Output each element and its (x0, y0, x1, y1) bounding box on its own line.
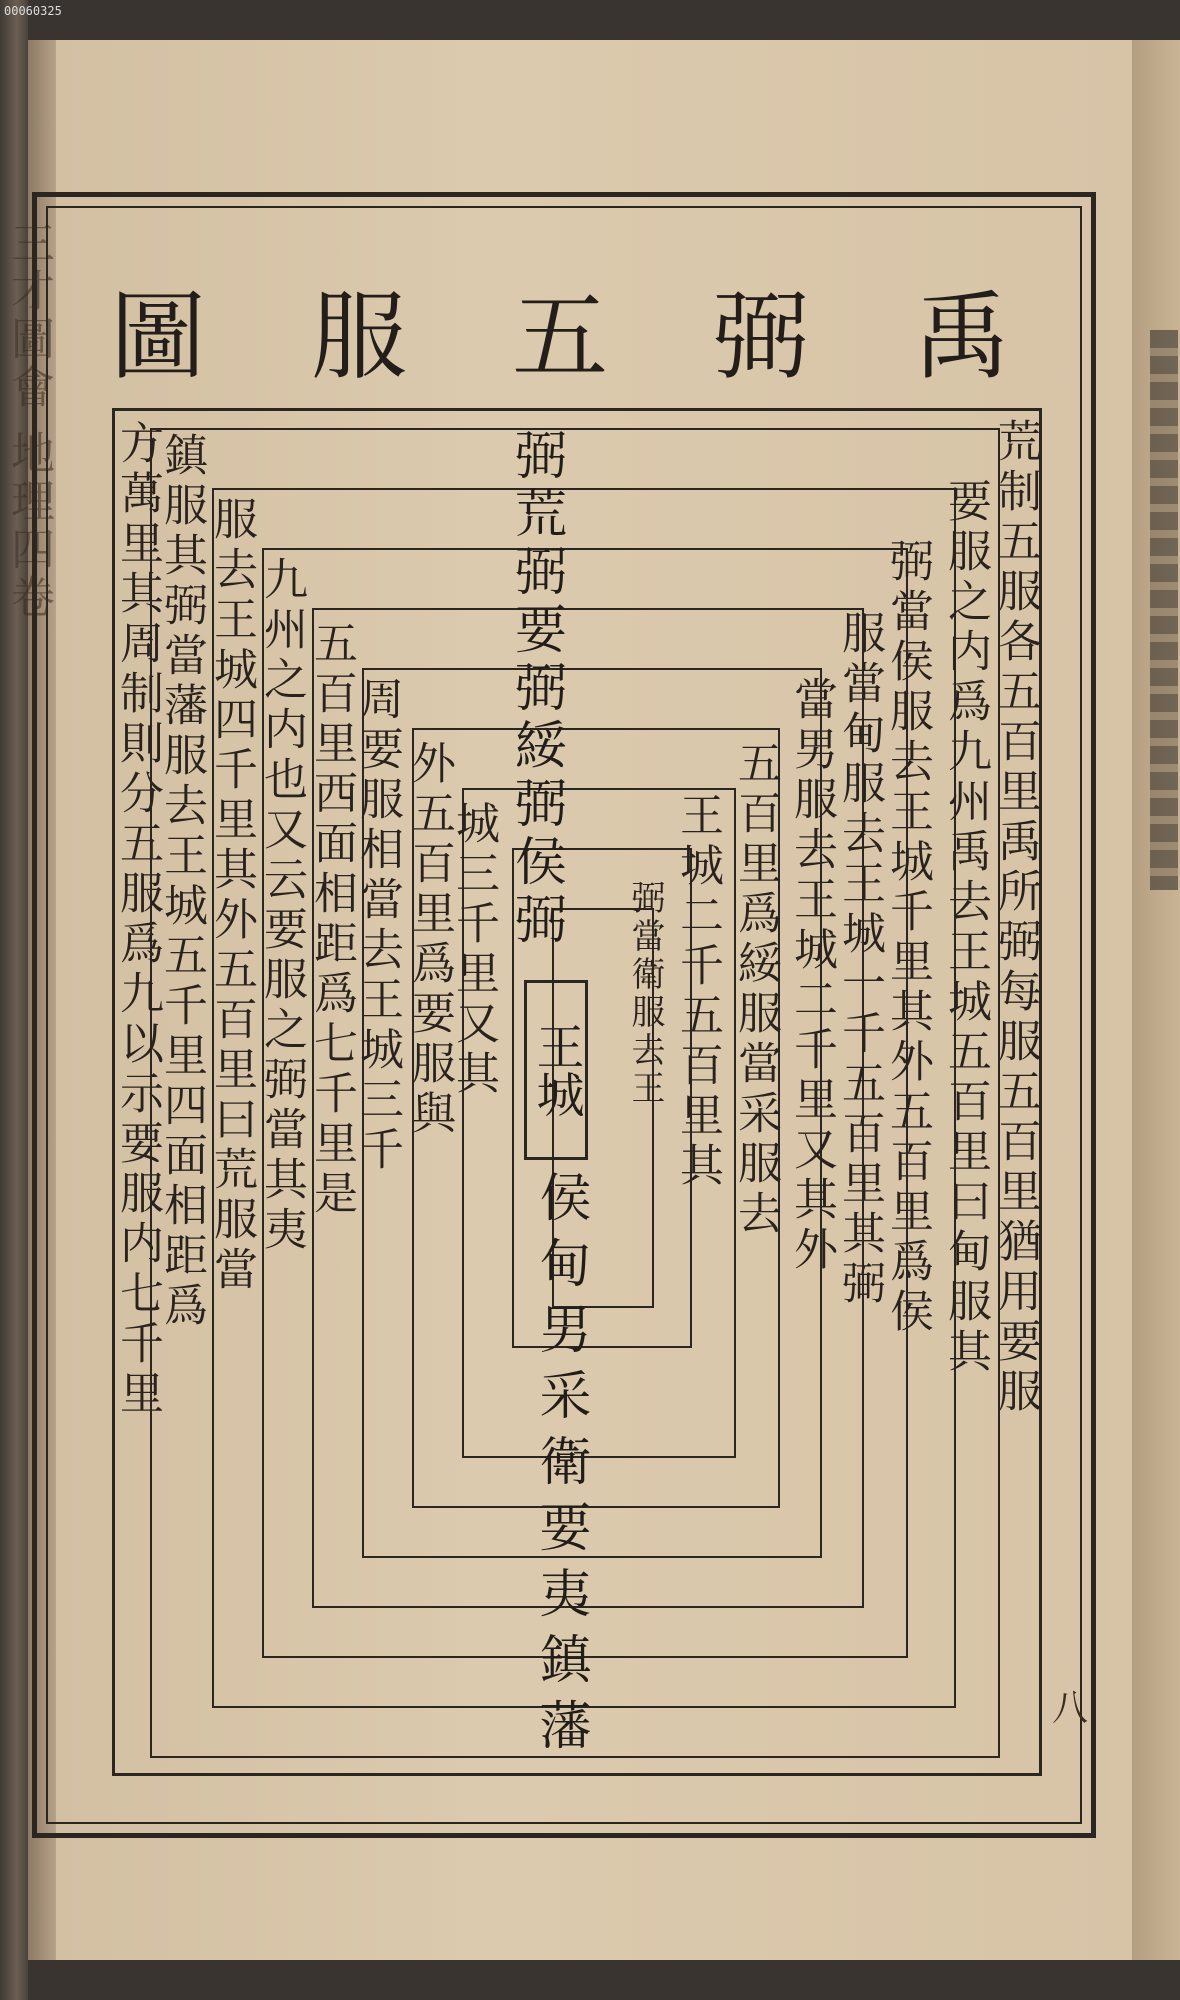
text-column-13: 九州之内也又云要服之弼當其夷 (256, 556, 307, 1256)
center-char: 弼 (514, 427, 567, 487)
title-char-4: 服 (311, 281, 407, 393)
text-column-14: 服去王城四千里其外五百里曰荒服當 (206, 496, 257, 1296)
text-column-8: 弼當衛服去王 (625, 880, 665, 1108)
text-column-10: 外五百里爲要服與 (404, 740, 455, 1140)
title-char-2: 弼 (713, 281, 809, 393)
wangcheng-box: 王城 (524, 980, 588, 1160)
text-column-15: 鎮服其弼當藩服去王城五千里四面相距爲 (156, 432, 207, 1332)
center-char: 弼 (514, 891, 567, 951)
spine-text: 三才圖會 地理四卷 (3, 220, 54, 622)
image-id-label: 00060325 (4, 4, 62, 18)
text-column-5: 當男服去王城二千里又其外 (786, 676, 837, 1276)
right-page-edge (1132, 40, 1180, 1960)
text-column-12: 五百里西面相距爲七千里是 (306, 620, 357, 1220)
title-char-5: 圖 (110, 281, 206, 393)
text-column-6: 五百里爲綏服當采服去 (730, 740, 781, 1240)
text-column-2: 要服之内爲九州禹去王城五百里曰甸服其 (940, 478, 991, 1378)
center-char: 侯 (514, 833, 567, 893)
center-char: 要 (514, 601, 567, 661)
center-char: 荒 (514, 485, 567, 545)
text-column-1: 荒制五服各五百里禹所弼每服五百里猶用要服 (990, 418, 1041, 1418)
right-ornament (1150, 330, 1178, 890)
text-column-7: 王城二千五百里其 (672, 792, 723, 1192)
center-char: 弼 (514, 543, 567, 603)
page-title (110, 282, 1010, 392)
center-char: 弼 (514, 659, 567, 719)
center-char: 弼 (514, 775, 567, 835)
text-column-11: 周要服相當去王城三千 (352, 676, 403, 1176)
text-column-4: 服當甸服去王城一千五百里其弼 (834, 610, 885, 1310)
page-number: 八 (1052, 1688, 1089, 1729)
title-char-1: 禹 (914, 281, 1010, 393)
center-zone-labels (496, 428, 586, 950)
lower-zone-labels: 侯甸男采衛要夷鎮藩 (530, 1170, 590, 1764)
text-column-3: 弼當侯服去王城千里其外五百里爲侯 (882, 538, 933, 1338)
title-char-3: 五 (512, 281, 608, 393)
center-char: 綏 (514, 717, 567, 777)
text-column-9: 城三千里又其 (448, 800, 499, 1100)
text-column-16: 方萬里其周制則分五服爲九以示要服内七千里 (112, 420, 163, 1420)
